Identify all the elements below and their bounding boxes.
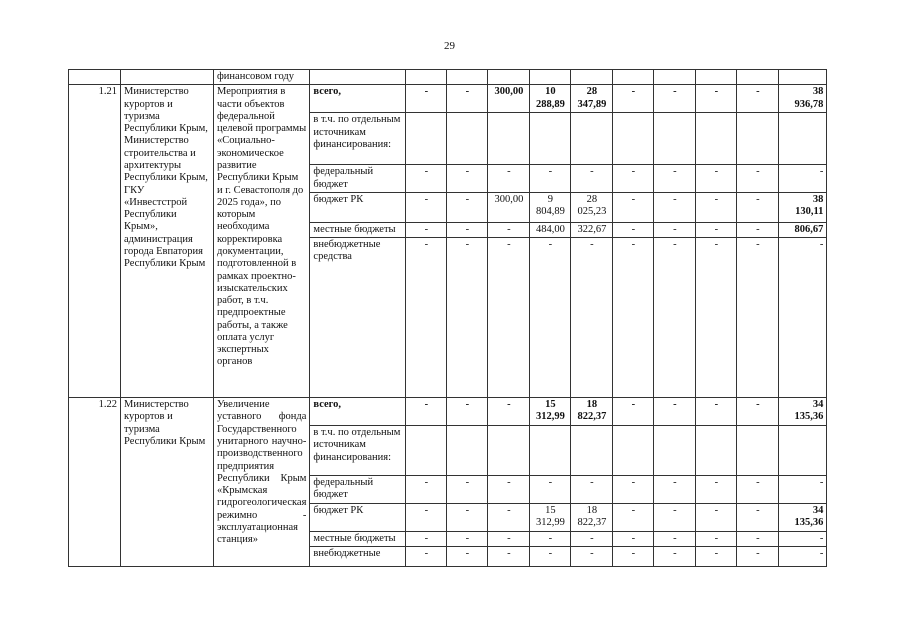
year-value [488, 426, 530, 476]
year-value [488, 113, 530, 165]
year-value: - [654, 85, 696, 113]
year-value: - [654, 547, 696, 567]
year-value: 15 312,99 [530, 504, 571, 532]
executor-cell: Министерство курортов и туризма Республики Крым, Министерство строительства и архитектуры Республики Крым, ГКУ «Инвестстрой Республики Крым», администрация города Евпатория Республики Крым [121, 85, 214, 398]
year-value: - [530, 476, 571, 504]
total-value: 34 135,36 [779, 398, 827, 426]
year-value: - [447, 222, 488, 237]
year-value: 484,00 [530, 222, 571, 237]
id-cell [69, 70, 121, 85]
total-value: - [779, 476, 827, 504]
year-value: - [613, 85, 654, 113]
year-value: - [488, 504, 530, 532]
year-value: - [613, 476, 654, 504]
total-value [779, 426, 827, 476]
year-value: - [488, 532, 530, 547]
year-value: - [654, 398, 696, 426]
year-value: - [571, 532, 613, 547]
year-value: - [696, 165, 737, 193]
year-value [571, 113, 613, 165]
year-value [737, 426, 779, 476]
year-value: - [737, 192, 779, 222]
year-value: - [613, 222, 654, 237]
year-value: - [696, 547, 737, 567]
year-value: - [447, 238, 488, 398]
year-value: - [737, 504, 779, 532]
year-value: - [654, 192, 696, 222]
year-value: - [737, 222, 779, 237]
year-value: - [571, 476, 613, 504]
year-value: - [737, 238, 779, 398]
total-value: - [779, 238, 827, 398]
funding-source-label: всего, [310, 85, 406, 113]
year-value: - [488, 238, 530, 398]
page-number: 29 [444, 40, 455, 52]
year-value: 10 288,89 [530, 85, 571, 113]
year-value: - [613, 398, 654, 426]
year-value: 18 822,37 [571, 504, 613, 532]
table-row [69, 398, 827, 426]
year-value: - [488, 547, 530, 567]
year-value [447, 426, 488, 476]
funding-source-label: бюджет РК [310, 192, 406, 222]
row-id: 1.21 [69, 85, 121, 398]
year-value: - [613, 547, 654, 567]
year-value [406, 426, 447, 476]
year-value [406, 113, 447, 165]
funding-source-label: внебюджетные средства [310, 238, 406, 398]
year-value: - [488, 222, 530, 237]
year-value: - [488, 165, 530, 193]
year-value: - [737, 547, 779, 567]
year-value: - [406, 222, 447, 237]
year-value: - [571, 238, 613, 398]
row-id: 1.22 [69, 398, 121, 567]
year-value: - [696, 532, 737, 547]
year-value: 18 822,37 [571, 398, 613, 426]
continuation-row [69, 70, 827, 85]
funding-source-label: федеральный бюджет [310, 165, 406, 193]
year-value [613, 426, 654, 476]
year-value [530, 113, 571, 165]
year-value: 28 025,23 [571, 192, 613, 222]
source-cell [310, 70, 406, 85]
year-value [696, 113, 737, 165]
year-value: - [447, 532, 488, 547]
total-value: 34 135,36 [779, 504, 827, 532]
year-value: - [737, 532, 779, 547]
year-value: 300,00 [488, 85, 530, 113]
year-value: - [654, 532, 696, 547]
year-value: - [696, 476, 737, 504]
year-value: - [406, 547, 447, 567]
year-value [613, 113, 654, 165]
total-value: - [779, 547, 827, 567]
year-value: - [530, 238, 571, 398]
year-value: - [406, 398, 447, 426]
year-value: - [406, 85, 447, 113]
year-value: - [696, 85, 737, 113]
total-value: 38 130,11 [779, 192, 827, 222]
year-value: - [406, 476, 447, 504]
year-value: - [654, 476, 696, 504]
year-value: - [654, 222, 696, 237]
year-value: 28 347,89 [571, 85, 613, 113]
year-value: - [447, 165, 488, 193]
total-value: 38 936,78 [779, 85, 827, 113]
activity-cell: финансовом году [214, 70, 310, 85]
year-value: - [447, 398, 488, 426]
year-value: - [406, 165, 447, 193]
year-value: - [654, 165, 696, 193]
year-value: - [447, 476, 488, 504]
year-value [530, 426, 571, 476]
executor-cell: Министерство курортов и туризма Республики Крым [121, 398, 214, 567]
executor-cell [121, 70, 214, 85]
year-value: - [613, 238, 654, 398]
year-value: - [613, 192, 654, 222]
year-value: - [530, 547, 571, 567]
year-value: 300,00 [488, 192, 530, 222]
year-value [654, 113, 696, 165]
year-value: - [737, 85, 779, 113]
year-value: - [613, 532, 654, 547]
year-value: - [696, 238, 737, 398]
year-value: - [447, 547, 488, 567]
year-value: - [696, 398, 737, 426]
funding-source-label: в т.ч. по отдельным источникам финансирования: [310, 426, 406, 476]
year-value: - [571, 165, 613, 193]
year-value: - [613, 165, 654, 193]
year-value: - [447, 504, 488, 532]
year-value: - [447, 85, 488, 113]
year-value: - [488, 398, 530, 426]
year-value: - [447, 192, 488, 222]
table-row [69, 85, 827, 113]
year-value: - [406, 504, 447, 532]
year-value [571, 426, 613, 476]
year-value: - [737, 476, 779, 504]
year-value [696, 426, 737, 476]
year-value [447, 113, 488, 165]
total-value [779, 113, 827, 165]
year-value: - [406, 532, 447, 547]
budget-table [68, 69, 827, 567]
year-value: 9 804,89 [530, 192, 571, 222]
total-value: - [779, 532, 827, 547]
year-value: 15 312,99 [530, 398, 571, 426]
year-value: 322,67 [571, 222, 613, 237]
year-value: - [696, 192, 737, 222]
year-value: - [406, 238, 447, 398]
year-value: - [571, 547, 613, 567]
year-value: - [613, 504, 654, 532]
year-value [737, 113, 779, 165]
funding-source-label: федеральный бюджет [310, 476, 406, 504]
funding-source-label: внебюджетные [310, 547, 406, 567]
year-value: - [696, 504, 737, 532]
year-value: - [654, 504, 696, 532]
funding-source-label: бюджет РК [310, 504, 406, 532]
year-value: - [530, 532, 571, 547]
year-value: - [737, 165, 779, 193]
year-value: - [406, 192, 447, 222]
funding-source-label: местные бюджеты [310, 222, 406, 237]
year-value: - [654, 238, 696, 398]
year-value: - [530, 165, 571, 193]
year-value [654, 426, 696, 476]
year-value: - [737, 398, 779, 426]
activity-cell: Мероприятия в части объектов федеральной целевой программы «Социально-экономическое развитие Республики Крым и г. Севастополя до 2025 года», по которым необходима корректировка документации, подготовленной в рамках проектно-изыскательских работ, в т.ч. предпроектные работы, а также оплата услуг экспертных органов [214, 85, 310, 398]
year-value: - [488, 476, 530, 504]
activity-cell: Увеличение уставного фонда Государственного унитарного научно-производственного предприятия Республики Крым «Крымская гидрогеологическая режимно - эксплуатационная станция» [214, 398, 310, 567]
funding-source-label: в т.ч. по отдельным источникам финансирования: [310, 113, 406, 165]
total-value: 806,67 [779, 222, 827, 237]
total-value: - [779, 165, 827, 193]
year-value: - [696, 222, 737, 237]
funding-source-label: всего, [310, 398, 406, 426]
funding-source-label: местные бюджеты [310, 532, 406, 547]
